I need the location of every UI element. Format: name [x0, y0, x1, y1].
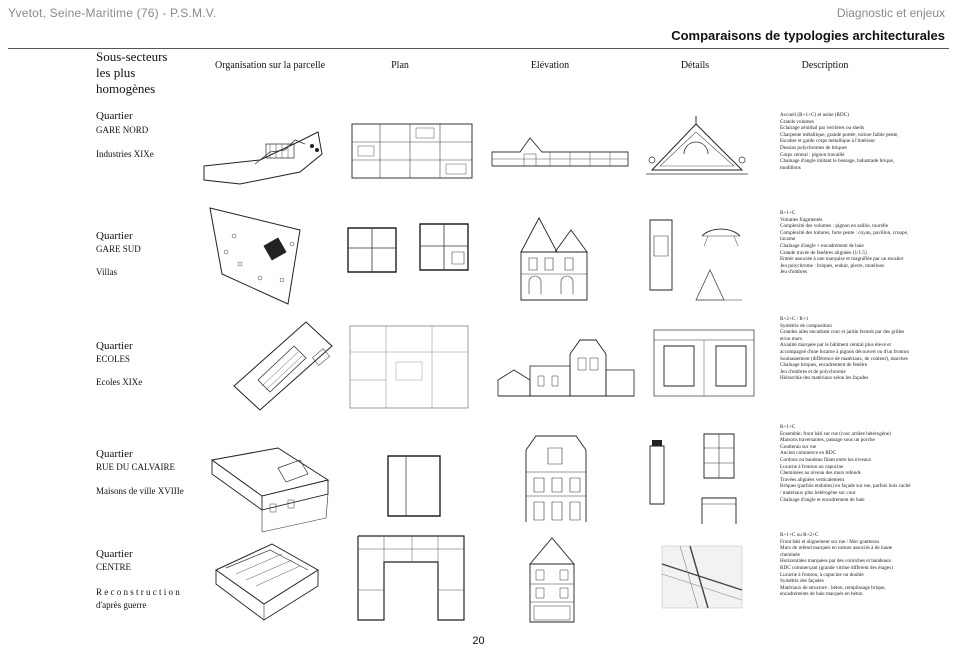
row-description	[780, 532, 912, 598]
row-quartier-label: Quartier	[96, 448, 133, 460]
plan-sketch	[344, 222, 478, 278]
description-line: Matériaux de structure : béton, remplissage brique, encadrements de baie marqués en béton	[780, 584, 886, 598]
row-quartier-name: RUE DU CALVAIRE	[96, 462, 176, 472]
description-line: Soubassement (différence de matériaux, de couleur), marches	[780, 355, 908, 362]
description-line: Corps central : pignon travaillé	[780, 151, 845, 158]
description-line: Grande travée de fenêtres alignées (1/1.5)	[780, 249, 867, 256]
text-line: Sous-secteurs	[96, 49, 168, 64]
description-line: RDC commerçant (grande vitrine different des étages)	[780, 564, 893, 571]
organisation-sketch	[228, 316, 338, 412]
column-heading-details: Détails	[680, 60, 710, 71]
description-line: Escalier et garde corps métallique à l'intérieur	[780, 138, 876, 145]
description-line: R+1+C	[780, 424, 796, 430]
description-line: R+2+C / R+1	[780, 316, 809, 322]
text-line: les plus	[96, 65, 136, 80]
description-line: Horizontales marquées par des corniches et bandeaux	[780, 558, 892, 565]
table-row-rue-du-calvaire	[0, 420, 957, 520]
column-heading-secteurs	[96, 49, 168, 97]
description-line: Complexité des toitures, forte pente : coyau, pavillon, croupe, lucarne	[780, 229, 909, 243]
detail-sketch	[660, 544, 744, 610]
row-quartier-name: GARE SUD	[96, 244, 141, 254]
description-line: Grandes ailes encadrant cour et jardin fermés par des grilles et/ou murs	[780, 329, 905, 342]
text-line: R e c o n s t r u c t i o n	[96, 587, 180, 597]
row-description	[780, 316, 912, 382]
description-line: Murs de refend marqués en toiture associés à de haute cheminée	[780, 545, 893, 558]
description-line: Dessins polychromes de briques	[780, 144, 847, 151]
column-heading-elevation: Elévation	[530, 60, 570, 71]
description-line: R+1+C ou R+2+C	[780, 532, 819, 538]
description-line: Cheminées au niveau des murs refends	[780, 470, 861, 477]
organisation-sketch	[200, 122, 330, 192]
description-line: Cordons ou bandeau filant entre les niveaux	[780, 456, 872, 463]
elevation-sketch	[515, 212, 595, 304]
table-row-ecoles	[0, 314, 957, 414]
row-typology: Maisons de ville XVIIIe	[96, 486, 184, 496]
elevation-sketch	[490, 126, 630, 176]
description-line: Eclairage zénithal par verrières ou sheds	[780, 125, 864, 132]
plan-sketch	[346, 322, 472, 412]
row-quartier-name: CENTRE	[96, 562, 131, 572]
row-quartier-label: Quartier	[96, 110, 133, 122]
description-line: Jeu polychrome : briques, enduit, pierre, moellons	[780, 262, 885, 269]
plan-sketch	[384, 452, 444, 520]
description-line: Hiérarchie des matériaux selon les façades	[780, 375, 869, 382]
description-line: Briques (parfois enduites) en façade sur rue, parfois bois caché / matériaux plus hétérogène sur cour	[780, 483, 911, 496]
row-description	[780, 210, 912, 276]
description-line: Symétrie de composition	[780, 322, 832, 329]
organisation-sketch	[208, 440, 332, 538]
column-heading-plan: Plan	[391, 60, 409, 71]
row-typology: Ecoles XIXe	[96, 377, 143, 387]
description-line: R+1+C	[780, 210, 796, 216]
description-line: Chaînage d'angle imitant le bossage, balustrade brique, modillons	[780, 158, 895, 171]
description-line: Ensemble; front bâti sur rue (cour arrière hétérogène)	[780, 430, 891, 437]
plan-sketch	[352, 534, 472, 626]
table-row-gare-sud	[0, 198, 957, 298]
description-line: Complexité des volumes : pignon en saillie, tourelle	[780, 223, 889, 230]
description-line: Lucarne à fronton ou capucine	[780, 463, 844, 470]
text-line: d'après guerre	[96, 600, 147, 610]
header-section-name: Diagnostic et enjeux	[836, 6, 945, 20]
description-line: Symétrie des façades	[780, 578, 824, 585]
description-line: Entrée associée à une marquise et magnifiée par un escalier	[780, 256, 904, 263]
row-typology	[96, 586, 180, 612]
description-line: Volumes fragmentés	[780, 216, 823, 223]
detail-sketch	[646, 206, 746, 304]
description-line: Chaînage d'angle et encadrement de baie	[780, 496, 865, 503]
detail-sketch	[644, 428, 750, 530]
row-quartier-name: GARE NORD	[96, 125, 149, 135]
organisation-sketch	[212, 540, 322, 624]
elevation-sketch	[496, 336, 636, 400]
page-number: 20	[472, 635, 485, 647]
row-typology: Industries XIXe	[96, 149, 154, 159]
row-typology: Villas	[96, 267, 117, 277]
row-description	[780, 112, 912, 171]
page-title: Comparaisons de typologies architecturales	[671, 28, 945, 43]
description-line: Jeu d'ombres	[780, 269, 808, 276]
plan-sketch	[350, 120, 476, 182]
organisation-sketch	[200, 204, 310, 308]
column-heading-organisation: Organisation sur la parcelle	[214, 60, 326, 71]
detail-sketch	[644, 112, 750, 178]
row-quartier-label: Quartier	[96, 340, 133, 352]
description-line: Grands volumes	[780, 118, 814, 125]
description-line: Chaînage d'angle + encadrement de baie	[780, 242, 864, 249]
description-line: Ancien commerce en RDC	[780, 450, 837, 457]
row-quartier-name: ECOLES	[96, 354, 131, 364]
description-line: Travées alignées verticalement	[780, 476, 845, 483]
row-typology-text	[96, 586, 180, 612]
table-row-gare-nord	[0, 108, 957, 208]
description-line: Front bâti et alignement sur rue / Mur goutterau	[780, 538, 880, 545]
row-description	[780, 424, 912, 503]
header-document-title: Yvetot, Seine-Maritime (76) - P.S.M.V.	[8, 6, 217, 20]
description-line: Axialité marquée par le bâtiment central plus élevé et accompagné d'une lucarne à pignon découvert ou d'un fronton	[780, 342, 909, 355]
detail-sketch	[650, 326, 760, 402]
description-line: Jeu d'ombres et de polychromie	[780, 368, 846, 375]
text-line: homogènes	[96, 81, 156, 96]
row-quartier-label: Quartier	[96, 548, 133, 560]
elevation-sketch	[522, 534, 582, 626]
row-quartier-label: Quartier	[96, 230, 133, 242]
description-line: Chaînage briques, encadrement de fenêtre	[780, 362, 868, 369]
elevation-sketch	[522, 432, 590, 526]
table-row-centre	[0, 530, 957, 630]
description-line: Accueil (R+1+C) et usine (RDC)	[780, 112, 849, 118]
description-line: Maisons traversantes, passage sous un porche	[780, 437, 875, 444]
description-line: Goutterau sur rue	[780, 443, 817, 450]
description-line: Lucarne à fronton, à capucine ou double	[780, 571, 864, 578]
column-heading-secteurs-text	[96, 49, 168, 97]
description-line: Charpente métallique, grande portée, toiture faible pente,	[780, 131, 899, 138]
column-heading-description: Description	[801, 60, 849, 71]
